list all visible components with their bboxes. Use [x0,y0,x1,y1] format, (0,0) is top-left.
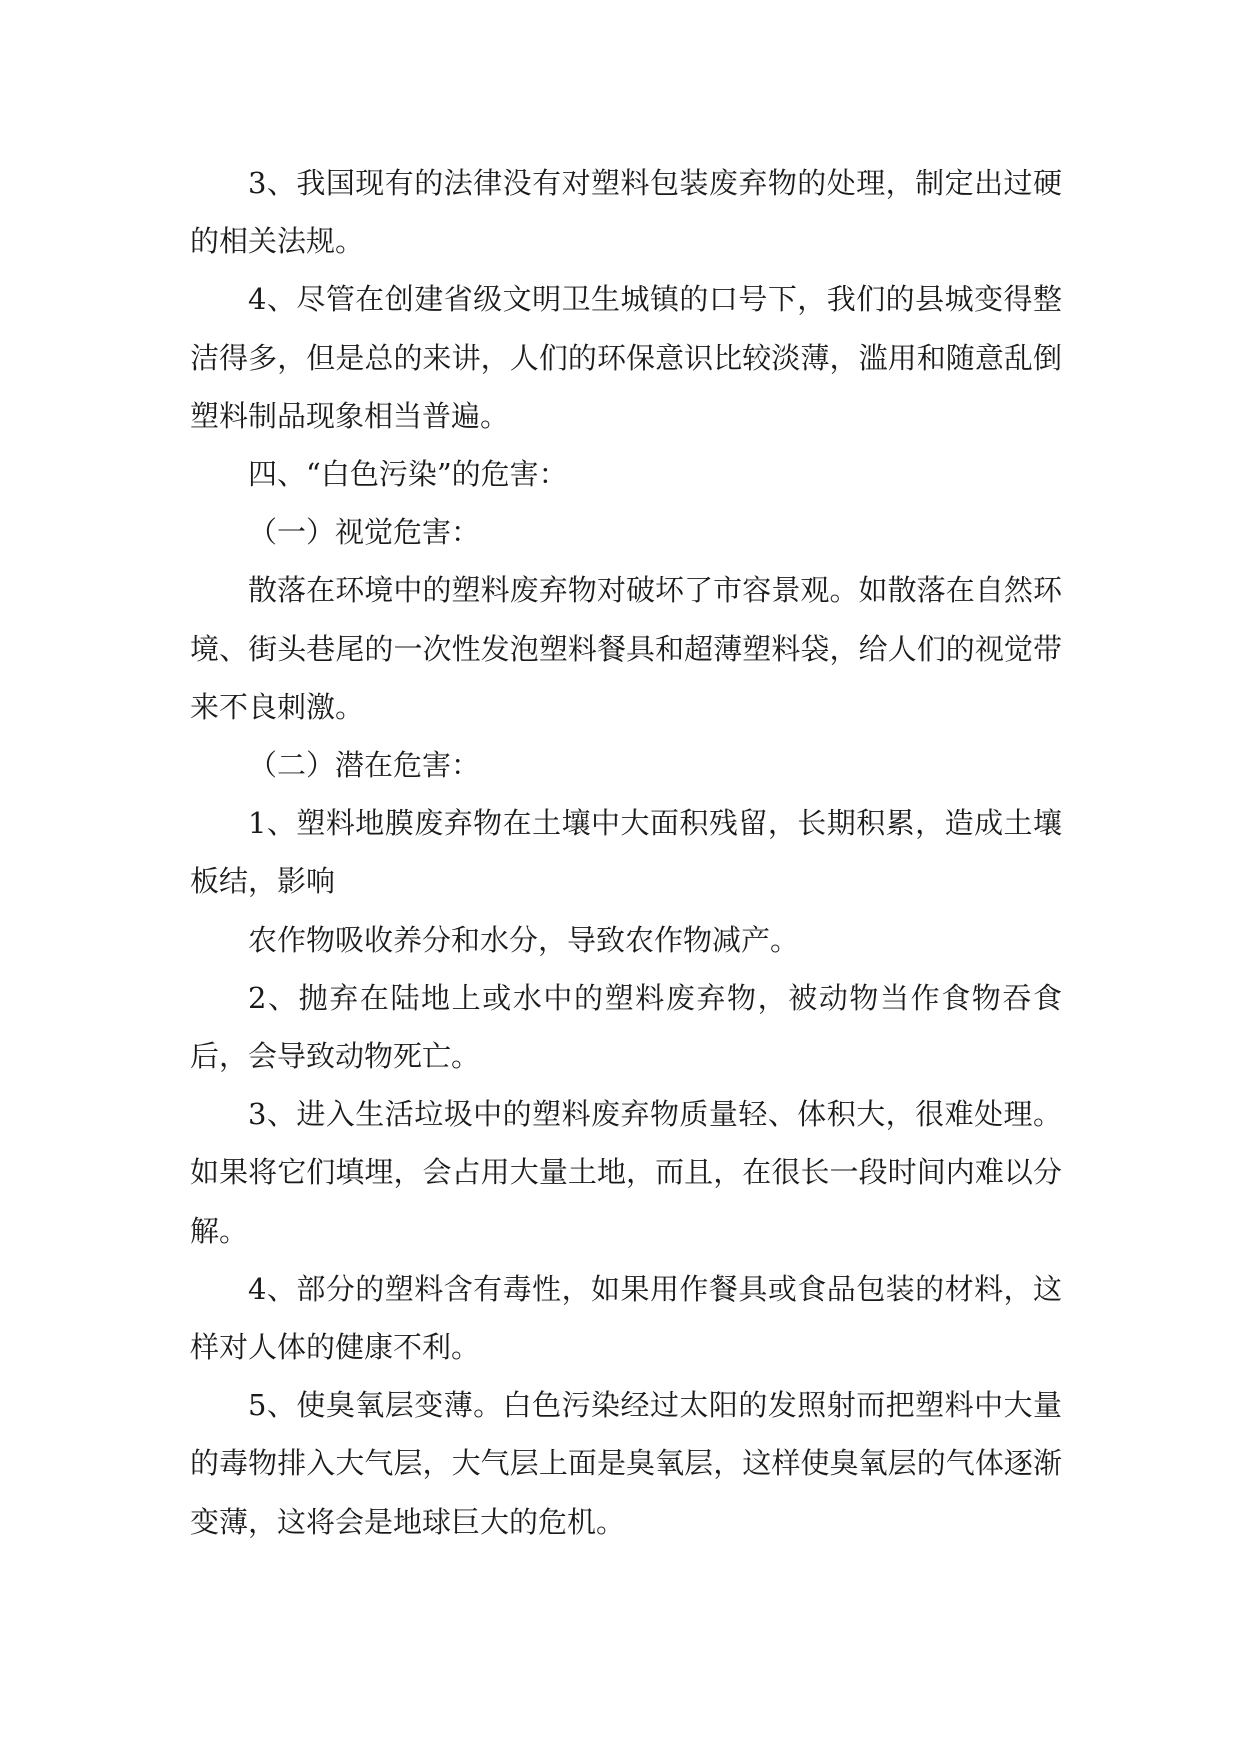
subheading-visual-harm: （一）视觉危害： [248,515,481,550]
paragraph-animals: 2、抛弃在陆地上或水中的塑料废弃物，被动物当作食物吞食后，会导致动物死亡。 [190,980,1062,1074]
paragraph-soil-1: 1、塑料地膜废弃物在土壤中大面积残留，长期积累，造成土壤板结，影响 [190,806,1062,899]
paragraph-landfill: 3、进入生活垃圾中的塑料废弃物质量轻、体积大，很难处理。如果将它们填埋，会占用大量土地，而且，在很长一段时间内难以分解。 [190,1097,1062,1248]
paragraph-soil-2: 农作物吸收养分和水分，导致农作物减产。 [248,922,800,957]
subheading-potential-harm: （二）潜在危害： [248,748,481,783]
paragraph-awareness: 4、尽管在创建省级文明卫生城镇的口号下，我们的县城变得整洁得多，但是总的来讲，人们的环保意识比较淡薄，滥用和随意乱倒塑料制品现象相当普遍。 [190,282,1062,433]
paragraph-toxicity: 4、部分的塑料含有毒性，如果用作餐具或食品包装的材料，这样对人体的健康不利。 [190,1271,1062,1365]
section-heading-harms: 四、“白色污染”的危害： [248,457,568,492]
paragraph-ozone: 5、使臭氧层变薄。白色污染经过太阳的发照射而把塑料中大量的毒物排入大气层，大气层上面是臭氧层，这样使臭氧层的气体逐渐变薄，这将会是地球巨大的危机。 [190,1388,1062,1539]
document-body [190,154,1062,1551]
paragraph-visual-harm: 散落在环境中的塑料废弃物对破坏了市容景观。如散落在自然环境、街头巷尾的一次性发泡塑料餐具和超薄塑料袋，给人们的视觉带来不良刺激。 [190,573,1062,724]
paragraph-law: 3、我国现有的法律没有对塑料包装废弃物的处理，制定出过硬的相关法规。 [190,166,1062,259]
